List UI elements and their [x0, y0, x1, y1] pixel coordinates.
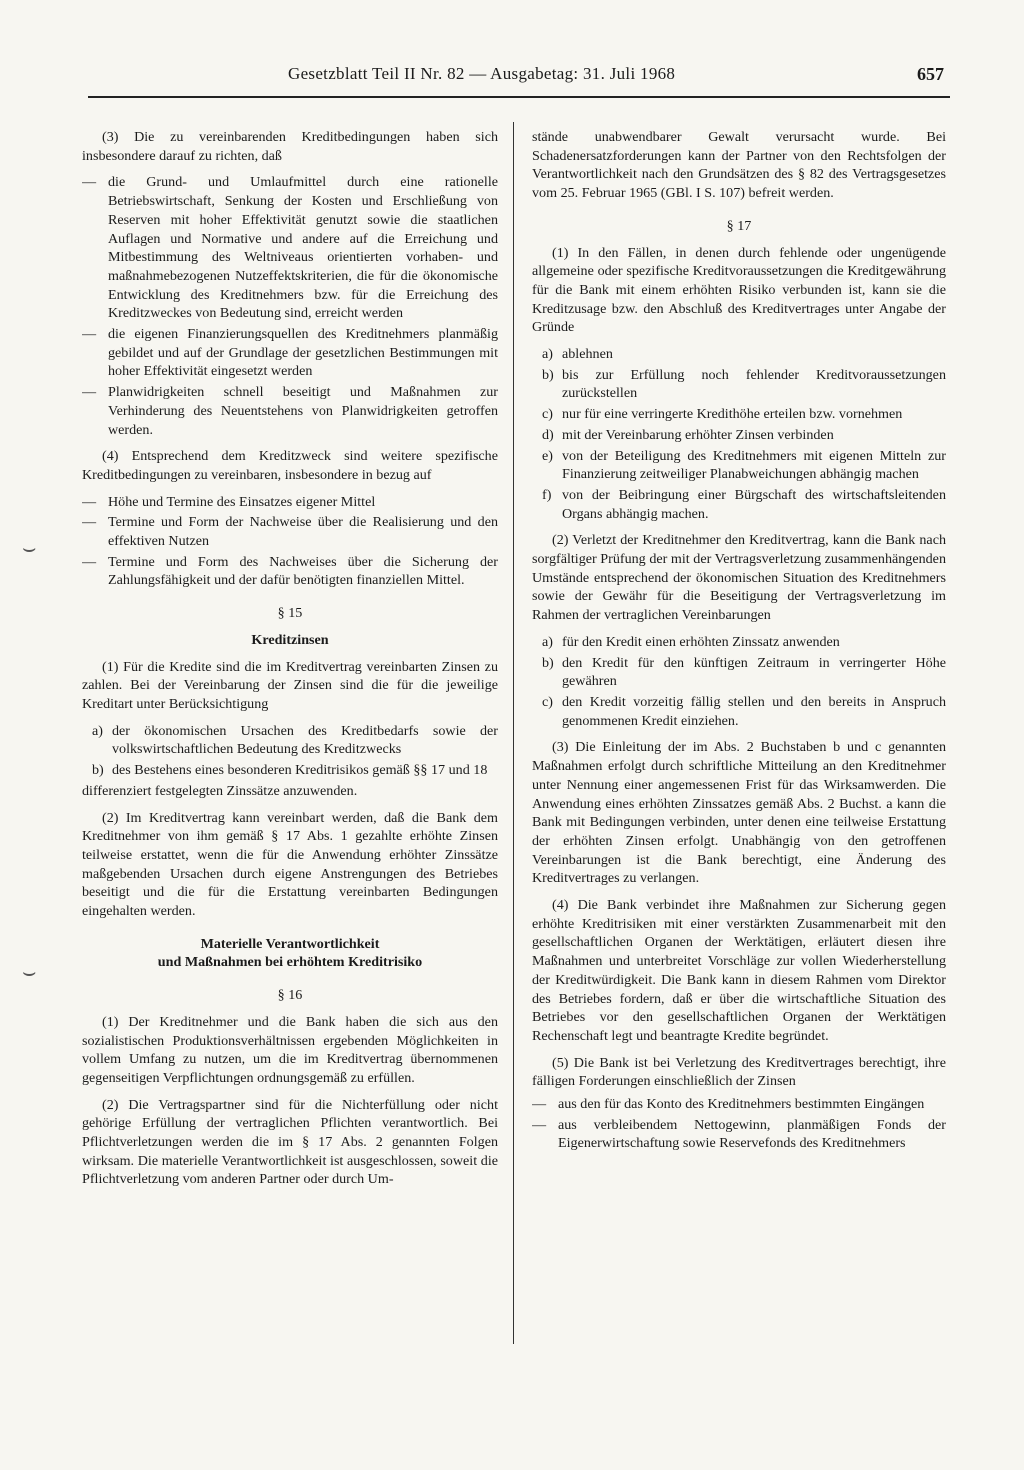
paragraph-4-list	[82, 493, 498, 591]
list-item-text: Termine und Form der Nachweise über die Realisierung und den effektiven Nutzen	[108, 514, 498, 550]
item-letter: f)	[542, 486, 552, 503]
section-15-paragraph-1-intro: (1) Für die Kredite sind die im Kreditvertrag vereinbarten Zinsen zu zahlen. Bei der Vereinbarung der Zinsen sind die für die jeweilige Kreditart unter Berücksichtigung	[82, 658, 498, 712]
section-17-paragraph-2-list	[532, 633, 946, 731]
dash-mark: —	[82, 493, 97, 510]
list-item	[532, 345, 946, 364]
item-letter: a)	[542, 633, 553, 650]
list-item-text: den Kredit vorzeitig fällig stellen und den bereits in Anspruch genommenen Kredit einziehen.	[562, 693, 946, 729]
list-item-text: von der Beteiligung des Kreditnehmers mit eigenen Mitteln zur Finanzierung zeitweiliger Planabweichungen abhängig machen	[562, 447, 946, 483]
item-letter: a)	[542, 346, 553, 363]
item-letter: e)	[542, 447, 553, 464]
dash-mark: —	[532, 1116, 547, 1133]
list-item-text: den Kredit für den künftigen Zeitraum in verringerter Höhe gewähren	[562, 654, 946, 690]
list-item	[532, 693, 946, 730]
list-item	[82, 513, 498, 550]
section-heading-line-1: Materielle Verantwortlichkeit	[200, 935, 380, 952]
item-letter: b)	[542, 366, 554, 383]
list-item	[82, 383, 498, 439]
list-item	[82, 325, 498, 381]
list-item-text: von der Beibringung einer Bürgschaft des wirtschaftsleitenden Organs abhängig machen.	[562, 486, 946, 522]
item-letter: c)	[542, 693, 553, 710]
item-letter: a)	[92, 722, 103, 739]
list-item	[532, 486, 946, 523]
section-17-paragraph-1-list	[532, 345, 946, 523]
dash-mark: —	[82, 553, 97, 570]
item-letter: b)	[92, 762, 104, 779]
list-item	[532, 426, 946, 445]
section-16-paragraph-2: (2) Die Vertragspartner sind für die Nichterfüllung oder nicht gehörige Erfüllung der vertraglichen Pflichten verantwortlich. Bei Pflichtverletzungen werden die im § 17 Abs. 2 genannten Folgen wirksam. Die materielle Verantwortlichkeit ist ausgeschlossen, soweit die Pflichtverletzung vom anderen Partner oder durch Um-	[82, 1096, 498, 1188]
list-item-text: mit der Vereinbarung erhöhter Zinsen verbinden	[562, 426, 834, 443]
left-column	[82, 128, 498, 1338]
list-item-text: die Grund- und Umlaufmittel durch eine rationelle Betriebswirtschaft, Senkung der Kosten und Erschließung von Reserven mit hoher Effektivität genutzt sowie die staatlichen Auflagen und Normative und andere auf die Erreichung und Mitbestimmung des Weltniveaus orientierten vorhaben- und maßnahmebezogenen Nutzeffektskriterien, die für die ökonomische Entwicklung des Kreditnehmers bzw. für die Erreichung des Kreditzweckes von Bedeutung sind, erreicht werden	[108, 174, 498, 322]
list-item-text: des Bestehens eines besonderen Kreditrisikos gemäß §§ 17 und 18	[112, 762, 488, 779]
list-item	[82, 761, 498, 780]
list-item	[532, 1095, 946, 1114]
list-item	[532, 447, 946, 484]
section-15-list	[82, 722, 498, 780]
section-17-paragraph-1-intro: (1) In den Fällen, in denen durch fehlende oder ungenügende allgemeine oder spezifische Kreditvoraussetzungen die Kreditgewährung für die Bank mit einem erhöhten Risiko verbunden ist, kann sie die Kreditzusage bzw. den Abschluß des Kreditvertrages unter Angabe der Gründe	[532, 244, 946, 336]
right-column	[532, 128, 946, 1338]
section-17-paragraph-3: (3) Die Einleitung der im Abs. 2 Buchstaben b und c genannten Maßnahmen erfolgt durch schriftliche Mitteilung an den Kreditnehmer unter Nennung einer angemessenen Frist für das Wirksamwerden. Die Anwendung eines erhöhten Zinssatzes gemäß Abs. 2 Buchst. a kann die Bank mit Bedingungen verbinden, unter denen eine teilweise Erstattung der erhöhten Zinsen erfolgt. Unabhängig von den getroffenen Vereinbarungen ist die Bank berechtigt, eine Änderung des Kreditvertrages zu verlangen.	[532, 739, 946, 887]
item-letter: b)	[542, 654, 554, 671]
list-item-text: nur für eine verringerte Kredithöhe erteilen bzw. vornehmen	[562, 406, 903, 423]
page-header	[88, 56, 950, 98]
section-17-paragraph-5-list	[532, 1095, 946, 1153]
column-divider	[513, 122, 514, 1344]
list-item	[82, 493, 498, 512]
dash-mark: —	[82, 174, 97, 191]
dash-mark: —	[82, 326, 97, 343]
list-item	[532, 633, 946, 652]
section-17-paragraph-2-intro: (2) Verletzt der Kreditnehmer den Kreditvertrag, kann die Bank nach sorgfältiger Prüfung der mit der Vertragsverletzung zusammenhängenden Umstände entsprechend der ökonomischen Situation des Kreditnehmers sowie der Gewähr für die Beseitigung der Vertragsverletzung im Rahmen der vertraglichen Vereinbarungen	[532, 532, 946, 624]
list-item-text: ablehnen	[562, 346, 613, 363]
list-item	[532, 1116, 946, 1153]
section-16-number: § 16	[277, 987, 303, 1004]
list-item-text: aus den für das Konto des Kreditnehmers bestimmten Eingängen	[558, 1096, 925, 1113]
section-15-number: § 15	[277, 605, 303, 622]
list-item-text: der ökonomischen Ursachen des Kreditbedarfs sowie der volkswirtschaftlichen Bedeutung des Kreditzwecks	[112, 722, 498, 758]
list-item-text: Planwidrigkeiten schnell beseitigt und Maßnahmen zur Verhinderung des Neuentstehens von Planwidrigkeiten getroffen werden.	[108, 384, 498, 438]
item-letter: c)	[542, 406, 553, 423]
paragraph-3-list	[82, 173, 498, 439]
list-item	[532, 654, 946, 691]
list-item	[82, 722, 498, 759]
page-number: 657	[917, 64, 944, 84]
list-item	[532, 405, 946, 424]
list-item-text: aus verbleibendem Nettogewinn, planmäßigen Fonds der Eigenerwirtschaftung sowie Reservefonds des Kreditnehmers	[558, 1116, 946, 1152]
list-item-text: bis zur Erfüllung noch fehlender Kreditvoraussetzungen zurückstellen	[562, 366, 946, 402]
paragraph-4-intro: (4) Entsprechend dem Kreditzweck sind weitere spezifische Kreditbedingungen zu vereinbaren, insbesondere in bezug auf	[82, 448, 498, 483]
section-16-paragraph-1: (1) Der Kreditnehmer und die Bank haben die sich aus den sozialistischen Produktionsverhältnissen ergebenden Möglichkeiten in vollem Umfang zu nutzen, um die im Kreditvertrag übernommenen gegenseitigen Verpflichtungen ordnungsgemäß zu erfüllen.	[82, 1013, 498, 1086]
section-15-title: Kreditzinsen	[251, 631, 329, 648]
item-letter: d)	[542, 426, 554, 443]
list-item	[82, 553, 498, 590]
section-17-number: § 17	[726, 217, 752, 234]
margin-check-mark: ⌣	[22, 536, 37, 561]
continuation-paragraph: stände unabwendbarer Gewalt verursacht wurde. Bei Schadenersatzforderungen kann der Partner von den Rechtsfolgen der Verantwortlichkeit nach den Grundsätzen des § 82 des Vertragsgesetzes vom 25. Februar 1965 (GBl. I S. 107) befreit werden.	[532, 129, 946, 202]
section-heading-line-2: und Maßnahmen bei erhöhtem Kreditrisiko	[157, 954, 423, 971]
list-item-text: für den Kredit einen erhöhten Zinssatz anwenden	[562, 633, 840, 650]
section-17-paragraph-4: (4) Die Bank verbindet ihre Maßnahmen zur Sicherung gegen erhöhte Kreditrisiken mit einer verstärkten Zusammenarbeit mit den gesellschaftlichen Organen der Werktätigen, erläutert diesen ihre Maßnahmen und unterbreitet Vorschläge zur vollen Wiederherstellung der Kreditwürdigkeit. Die Bank kann in diesem Rahmen vom Direktor des Betriebes fordern, daß er über die wirtschaftliche Situation des Betriebes vor den gesellschaftlichen Organen der Werktätigen Rechenschaft legt und beantragte Kredite begründet.	[532, 897, 946, 1044]
dash-mark: —	[82, 514, 97, 531]
section-15-paragraph-1-end: differenziert festgelegten Zinssätze anzuwenden.	[82, 782, 358, 799]
paragraph-3-intro: (3) Die zu vereinbarenden Kreditbedingungen haben sich insbesondere darauf zu richten, daß	[82, 129, 498, 164]
list-item	[532, 366, 946, 403]
list-item-text: Höhe und Termine des Einsatzes eigener Mittel	[108, 493, 376, 510]
list-item-text: Termine und Form des Nachweises über die Sicherung der Zahlungsfähigkeit und der dafür benötigten finanziellen Mittel.	[108, 553, 498, 589]
list-item	[82, 173, 498, 323]
section-17-paragraph-5-intro: (5) Die Bank ist bei Verletzung des Kreditvertrages berechtigt, ihre fälligen Forderungen einschließlich der Zinsen	[532, 1054, 946, 1090]
header-title: Gesetzblatt Teil II Nr. 82 — Ausgabetag: 31. Juli 1968	[288, 64, 676, 83]
dash-mark: —	[82, 384, 97, 401]
margin-check-mark-2: ⌣	[22, 960, 37, 985]
list-item-text: die eigenen Finanzierungsquellen des Kreditnehmers planmäßig gebildet und auf der Grundlage der gesetzlichen Bestimmungen mit hoher Effektivität eingesetzt werden	[108, 326, 498, 380]
dash-mark: —	[532, 1096, 547, 1113]
section-15-paragraph-2: (2) Im Kreditvertrag kann vereinbart werden, daß die Bank dem Kreditnehmer von ihm gemäß § 17 Abs. 1 gezahlte erhöhte Zinsen teilweise erstattet, wenn die für die Anwendung erhöhter Zinssätze maßgebenden Ursachen durch eigene Anstrengungen des Betriebes beseitigt und die für die Erstattung vereinbarten Bedingungen eingehalten werden.	[82, 809, 498, 920]
